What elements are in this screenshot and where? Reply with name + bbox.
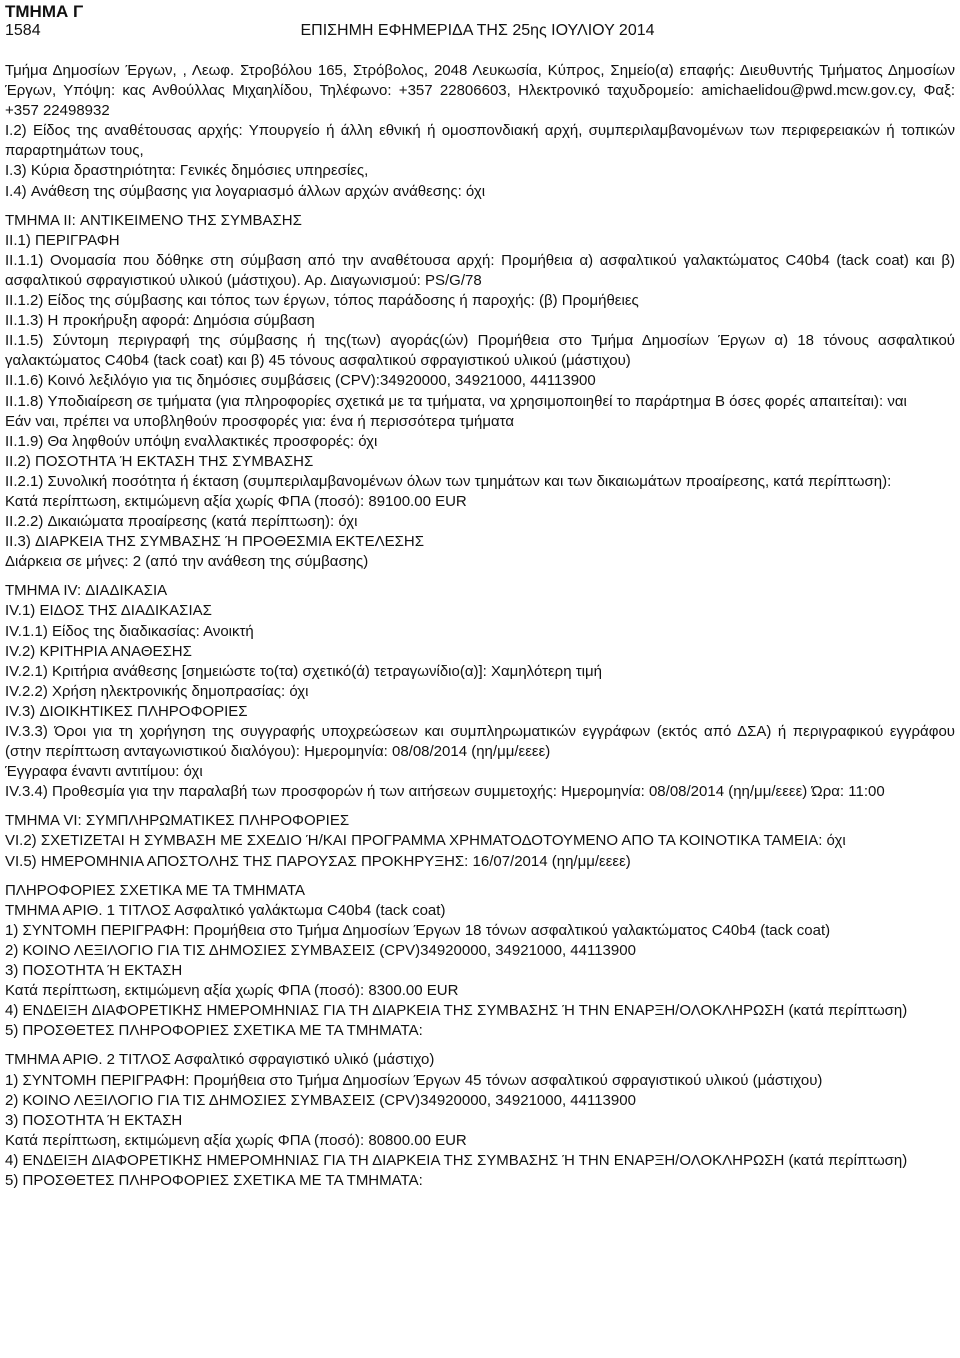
document-paragraph: II.1.2) Είδος της σύμβασης και τόπος των έργων, τόπος παράδοσης ή παροχής: (β) Προμήθειες: [5, 292, 639, 310]
document-paragraph: II.2.2) Δικαιώματα προαίρεσης (κατά περίπτωση): όχι: [5, 513, 358, 531]
document-paragraph: VI.5) ΗΜΕΡΟΜΗΝΙΑ ΑΠΟΣΤΟΛΗΣ ΤΗΣ ΠΑΡΟΥΣΑΣ ΠΡΟΚΗΡΥΞΗΣ: 16/07/2014 (ηη/μμ/εεεε): [5, 852, 631, 870]
document-paragraph: IV.2.1) Κριτήρια ανάθεσης [σημειώστε το(τα) σχετικό(ά) τετραγωνίδιο(α)]: Χαμηλότερη τιμή: [5, 662, 602, 680]
document-paragraph: IV.3.4) Προθεσμία για την παραλαβή των προσφορών ή των αιτήσεων συμμετοχής: Ημερομηνία: 08/08/2014 (ηη/μμ/εεεε) Ώρα: 11:00: [5, 783, 885, 801]
page-header-row: [5, 21, 950, 41]
document-paragraph: I.2) Είδος της αναθέτουσας αρχής: Υπουργείο ή άλλη εθνική ή ομοσπονδιακή αρχή, συμπεριλαμβανομένων των περιφερειακών ή τοπικών παραρτημάτων τους,: [5, 122, 955, 160]
document-paragraph: ΤΜΗΜΑ IV: ΔΙΑΔΙΚΑΣΙΑ: [5, 582, 168, 600]
document-paragraph: Τμήμα Δημοσίων Έργων, , Λεωφ. Στροβόλου 165, Στρόβολος, 2048 Λευκωσία, Κύπρος, Σημείο(α) επαφής: Διευθυντής Τμήματος Δημοσίων Έργων, Υπόψη: κας Ανθούλλας Μιχαηλίδου, Τηλέφωνο: +357 22806603, Ηλεκτρονικό ταχυδρομείο: amichaelidou@pwd.mcw.gov.cy, Φαξ: +357 22498932: [5, 62, 955, 120]
document-paragraph: ΤΜΗΜΑ ΑΡΙΘ. 2 ΤΙΤΛΟΣ Ασφαλτικό σφραγιστικό υλικό (μάστιχο): [5, 1051, 435, 1069]
document-paragraph: Διάρκεια σε μήνες: 2 (από την ανάθεση της σύμβασης): [5, 553, 369, 571]
document-paragraph: Κατά περίπτωση, εκτιμώμενη αξία χωρίς ΦΠΑ (ποσό): 8300.00 EUR: [5, 982, 459, 1000]
document-paragraph: 3) ΠΟΣΟΤΗΤΑ Ή ΕΚΤΑΣΗ: [5, 962, 183, 980]
document-paragraph: II.3) ΔΙΑΡΚΕΙΑ ΤΗΣ ΣΥΜΒΑΣΗΣ Ή ΠΡΟΘΕΣΜΙΑ ΕΚΤΕΛΕΣΗΣ: [5, 533, 424, 551]
document-paragraph: II.1.1) Ονομασία που δόθηκε στη σύμβαση από την αναθέτουσα αρχή: Προμήθεια α) ασφαλτικού γαλακτώματος C40b4 (tack coat) και β) ασφαλτικού σφραγιστικού υλικού (μάστιχου). Αρ. Διαγωνισμού: PS/G/78: [5, 251, 955, 289]
document-paragraph: II.1.9) Θα ληφθούν υπόψη εναλλακτικές προσφορές: όχι: [5, 432, 378, 450]
page-number: 1584: [5, 22, 41, 39]
document-paragraph: IV.2) ΚΡΙΤΗΡΙΑ ΑΝΑΘΕΣΗΣ: [5, 642, 192, 660]
document-paragraph: II.2) ΠΟΣΟΤΗΤΑ Ή ΕΚΤΑΣΗ ΤΗΣ ΣΥΜΒΑΣΗΣ: [5, 452, 314, 470]
document-paragraph: II.1.6) Κοινό λεξιλόγιο για τις δημόσιες συμβάσεις (CPV):34920000, 34921000, 44113900: [5, 372, 596, 390]
document-paragraph: ΤΜΗΜΑ ΑΡΙΘ. 1 ΤΙΤΛΟΣ Ασφαλτικό γαλάκτωμα C40b4 (tack coat): [5, 901, 446, 919]
document-paragraph: 1) ΣΥΝΤΟΜΗ ΠΕΡΙΓΡΑΦΗ: Προμήθεια στο Τμήμα Δημοσίων Έργων 45 τόνων ασφαλτικού σφραγιστικού υλικού (μάστιχου): [5, 1071, 823, 1089]
document-paragraph: Έγγραφα έναντι αντιτίμου: όχι: [5, 763, 203, 781]
document-paragraph: 3) ΠΟΣΟΤΗΤΑ Ή ΕΚΤΑΣΗ: [5, 1111, 183, 1129]
journal-title: ΕΠΙΣΗΜΗ ΕΦΗΜΕΡΙΔΑ ΤΗΣ 25ης ΙΟΥΛΙΟΥ 2014: [300, 22, 655, 39]
document-paragraph: 4) ΕΝΔΕΙΞΗ ΔΙΑΦΟΡΕΤΙΚΗΣ ΗΜΕΡΟΜΗΝΙΑΣ ΓΙΑ ΤΗ ΔΙΑΡΚΕΙΑ ΤΗΣ ΣΥΜΒΑΣΗΣ Ή ΤΗΝ ΕΝΑΡΞΗ/ΟΛΟΚΛΗΡΩΣΗ (κατά περίπτωση): [5, 1151, 908, 1169]
document-paragraph: Κατά περίπτωση, εκτιμώμενη αξία χωρίς ΦΠΑ (ποσό): 89100.00 EUR: [5, 492, 467, 510]
document-paragraph: 1) ΣΥΝΤΟΜΗ ΠΕΡΙΓΡΑΦΗ: Προμήθεια στο Τμήμα Δημοσίων Έργων 18 τόνων ασφαλτικού γαλακτώματος C40b4 (tack coat): [5, 921, 831, 939]
document-paragraph: II.1.3) Η προκήρυξη αφορά: Δημόσια σύμβαση: [5, 312, 315, 330]
document-paragraph: Κατά περίπτωση, εκτιμώμενη αξία χωρίς ΦΠΑ (ποσό): 80800.00 EUR: [5, 1131, 467, 1149]
document-paragraph: II.1.5) Σύντομη περιγραφή της σύμβασης ή της(των) αγοράς(ών) Προμήθεια στο Τμήμα Δημοσίων Έργων α) 18 τόνους ασφαλτικού γαλακτώματος C40b4 (tack coat) και β) 45 τόνους ασφαλτικού σφραγιστικού υλικού (μάστιχου): [5, 332, 955, 370]
document-body: [5, 61, 955, 1191]
document-paragraph: II.1.8) Υποδιαίρεση σε τμήματα (για πληροφορίες σχετικά με τα τμήματα, να χρησιμοποιηθεί το παράρτημα Β όσες φορές απαιτείται): ναι: [5, 392, 907, 410]
document-paragraph: II.1) ΠΕΡΙΓΡΑΦΗ: [5, 231, 120, 249]
document-paragraph: I.3) Κύρια δραστηριότητα: Γενικές δημόσιες υπηρεσίες,: [5, 162, 369, 180]
document-paragraph: 5) ΠΡΟΣΘΕΤΕΣ ΠΛΗΡΟΦΟΡΙΕΣ ΣΧΕΤΙΚΑ ΜΕ ΤΑ ΤΜΗΜΑΤΑ:: [5, 1171, 423, 1189]
document-paragraph: 5) ΠΡΟΣΘΕΤΕΣ ΠΛΗΡΟΦΟΡΙΕΣ ΣΧΕΤΙΚΑ ΜΕ ΤΑ ΤΜΗΜΑΤΑ:: [5, 1022, 423, 1040]
document-paragraph: IV.2.2) Χρήση ηλεκτρονικής δημοπρασίας: όχι: [5, 682, 309, 700]
document-paragraph: IV.1.1) Είδος της διαδικασίας: Ανοικτή: [5, 622, 254, 640]
document-paragraph: ΠΛΗΡΟΦΟΡΙΕΣ ΣΧΕΤΙΚΑ ΜΕ ΤΑ ΤΜΗΜΑΤΑ: [5, 881, 306, 899]
document-paragraph: ΤΜΗΜΑ VI: ΣΥΜΠΛΗΡΩΜΑΤΙΚΕΣ ΠΛΗΡΟΦΟΡΙΕΣ: [5, 812, 350, 830]
document-paragraph: IV.1) ΕΙΔΟΣ ΤΗΣ ΔΙΑΔΙΚΑΣΙΑΣ: [5, 602, 212, 620]
page-header-section: ΤΜΗΜΑ Γ: [5, 2, 84, 21]
document-paragraph: 2) ΚΟΙΝΟ ΛΕΞΙΛΟΓΙΟ ΓΙΑ ΤΙΣ ΔΗΜΟΣΙΕΣ ΣΥΜΒΑΣΕΙΣ (CPV)34920000, 34921000, 44113900: [5, 941, 636, 959]
document-paragraph: IV.3.3) Όροι για τη χορήγηση της συγγραφής υποχρεώσεων και συμπληρωματικών εγγράφων (εκτός από ΔΣΑ) ή περιγραφικού εγγράφου (στην περίπτωση ανταγωνιστικού διαλόγου): Ημερομηνία: 08/08/2014 (ηη/μμ/εεεε): [5, 723, 955, 761]
document-paragraph: I.4) Ανάθεση της σύμβασης για λογαριασμό άλλων αρχών ανάθεσης: όχι: [5, 182, 486, 200]
document-paragraph: ΤΜΗΜΑ II: ΑΝΤΙΚΕΙΜΕΝΟ ΤΗΣ ΣΥΜΒΑΣΗΣ: [5, 211, 302, 229]
document-paragraph: 4) ΕΝΔΕΙΞΗ ΔΙΑΦΟΡΕΤΙΚΗΣ ΗΜΕΡΟΜΗΝΙΑΣ ΓΙΑ ΤΗ ΔΙΑΡΚΕΙΑ ΤΗΣ ΣΥΜΒΑΣΗΣ Ή ΤΗΝ ΕΝΑΡΞΗ/ΟΛΟΚΛΗΡΩΣΗ (κατά περίπτωση): [5, 1002, 908, 1020]
document-paragraph: VI.2) ΣΧΕΤΙΖΕΤΑΙ Η ΣΥΜΒΑΣΗ ΜΕ ΣΧΕΔΙΟ Ή/ΚΑΙ ΠΡΟΓΡΑΜΜΑ ΧΡΗΜΑΤΟΔΟΤΟΥΜΕΝΟ ΑΠΟ ΤΑ ΚΟΙΝΟΤΙΚΑ ΤΑΜΕΙΑ: όχι: [5, 832, 846, 850]
document-paragraph: Εάν ναι, πρέπει να υποβληθούν προσφορές για: ένα ή περισσότερα τμήματα: [5, 412, 515, 430]
document-paragraph: IV.3) ΔΙΟΙΚΗΤΙΚΕΣ ΠΛΗΡΟΦΟΡΙΕΣ: [5, 702, 248, 720]
document-paragraph: 2) ΚΟΙΝΟ ΛΕΞΙΛΟΓΙΟ ΓΙΑ ΤΙΣ ΔΗΜΟΣΙΕΣ ΣΥΜΒΑΣΕΙΣ (CPV)34920000, 34921000, 44113900: [5, 1091, 636, 1109]
document-paragraph: II.2.1) Συνολική ποσότητα ή έκταση (συμπεριλαμβανομένων όλων των τμημάτων και των δικαιωμάτων προαίρεσης, κατά περίπτωση):: [5, 472, 892, 490]
